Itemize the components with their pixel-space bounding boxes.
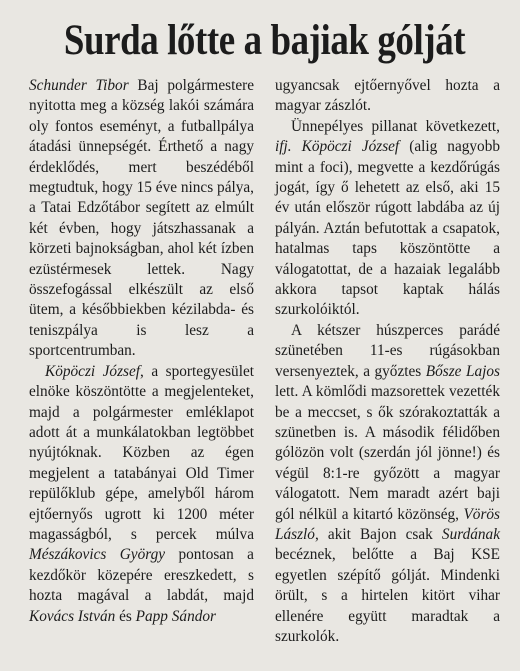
person-name: Köpöczi József	[45, 362, 141, 380]
text-run: becéznek, belőtte a Baj KSE egyetlen szépítő gólját. Mindenki örült, s a hirtelen kitört vihar ellenére együtt maradtak a szurkolók.	[275, 546, 500, 645]
person-name: Schunder Tibor	[29, 77, 129, 94]
article-body	[29, 76, 500, 647]
text-run: Ünnepélyes pillanat következett,	[291, 117, 500, 135]
column-right	[275, 76, 500, 647]
paragraph	[275, 76, 500, 117]
text-run: és	[115, 607, 136, 625]
text-run: (alig nagyobb mint a foci), megvette a kezdőrúgás jogát, így ő lehetett az első, aki 15 év után először rúgott labdába az új pályán. Aztán befutottak a csapatok, hatalmas taps köszöntötte a válogatottat, de a hazaiak legalább akkora tapsot kaptak hálás szurkolóiktól.	[275, 138, 500, 319]
person-name: Bősze Lajos	[425, 362, 500, 380]
person-name: Vörös László	[275, 505, 500, 543]
text-run: lett. A kömlődi mazsorettek vezették be a meccset, s ők szórakoztatták a szünetben is. A második félidőben gólözön volt (szerdán jól jönne!) és végül 8:1-re győzött a magyar válogatott. Nem maradt azért baji gól nélkül a kitartó közönség,	[275, 383, 500, 523]
text-run: ugyancsak ejtőernyővel hozta a magyar zászlót.	[275, 77, 500, 115]
paragraph	[29, 362, 254, 627]
person-name: ifj. Köpöczi József	[275, 138, 400, 156]
paragraph	[275, 117, 500, 321]
column-left	[29, 76, 254, 647]
person-name: Papp Sándor	[135, 607, 216, 625]
paragraph	[29, 76, 254, 362]
person-name: Surdának	[441, 525, 500, 543]
text-run: pontosan a kezdőkör közepére ereszkedett, s hozta magával a labdát, majd	[29, 546, 254, 605]
text-run: Baj polgármestere nyitotta meg a község lakói számára oly fontos eseményt, a futballpálya átadási ünnepségét. Érthető a nagy érdeklődés, mert beszédéből megtudtuk, hogy 15 éve nincs pálya, a Tatai Edzőtábor segített az elmúlt két évben, hogy játszhassanak a körzeti bajnokságban, ahol két ízben ezüstérmesek lettek. Nagy összefogással elkészült az első ütem, a későbbiekben kézilabda- és teniszpálya is lesz a sportcentrumban.	[29, 77, 254, 360]
paragraph	[275, 321, 500, 648]
headline: Surda lőtte a bajiak gólját	[63, 17, 466, 64]
person-name: Mészákovics György	[29, 546, 166, 564]
text-run: A kétszer húszperces parádé szünetében 11-es rúgásokban versenyeztek, a győztes	[275, 321, 500, 380]
text-run: , a sportegyesület elnöke köszöntötte a megjelenteket, majd a polgármester emléklapot adott át a munkálatokban legtöbbet nyújtóknak. Közben az égen megjelent a tatabányai Old Timer repülőklub gépe, amelyből három ejtőernyős ugrott ki 1200 méter magasságból, s percek múlva	[29, 362, 254, 543]
text-run: , akit Bajon csak	[314, 525, 442, 543]
person-name: Kovács István	[29, 607, 116, 625]
